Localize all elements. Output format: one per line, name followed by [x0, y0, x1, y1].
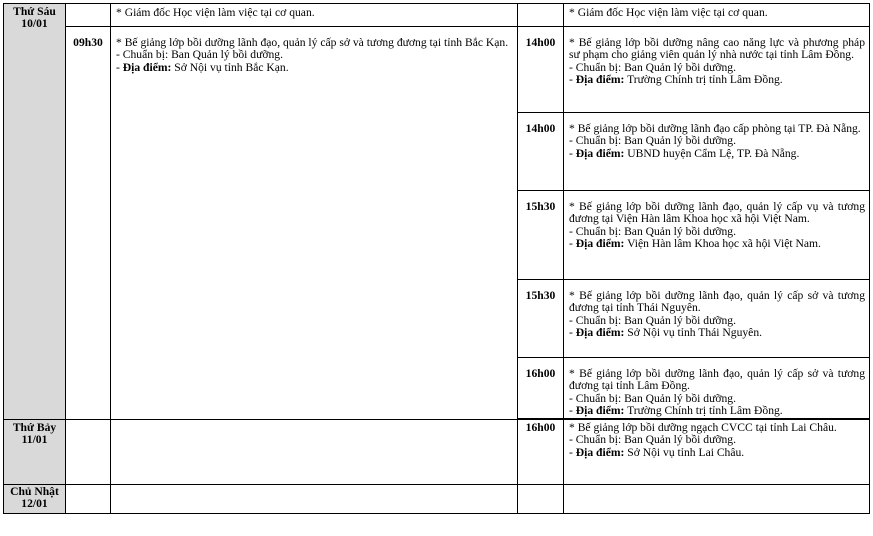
- day-cell-saturday: [4, 420, 66, 485]
- event-block: [569, 113, 865, 160]
- day-name: Chủ Nhật: [10, 485, 59, 498]
- time-cell-empty: [518, 485, 564, 514]
- location-label: Địa điểm:: [575, 326, 625, 340]
- event-cell: [111, 4, 518, 27]
- event-title: * Bế giảng lớp bồi dưỡng ngạch CVCC tại tỉnh Lai Châu.: [569, 421, 837, 434]
- event-prep: - Chuẩn bị: Ban Quản lý bồi dưỡng.: [569, 391, 736, 405]
- event-block: [116, 27, 513, 74]
- time-cell: [518, 420, 564, 485]
- location-label: Địa điểm:: [575, 237, 625, 251]
- event-block: [569, 280, 865, 340]
- time-cell: [518, 113, 564, 191]
- schedule-table: [3, 3, 870, 514]
- time-cell: [518, 191, 564, 280]
- event-cell: [564, 113, 870, 191]
- location-label: Địa điểm:: [575, 445, 625, 459]
- time-cell: [518, 358, 564, 419]
- location-value: Sở Nội vụ tỉnh Bắc Kạn.: [171, 60, 289, 74]
- friday-general-row: [4, 4, 870, 27]
- event-time: 16h00: [525, 367, 556, 380]
- event-location: - Địa điểm: Viện Hàn lâm Khoa học xã hội Việt Nam.: [569, 237, 821, 251]
- event-cell: [564, 191, 870, 280]
- day-date: 10/01: [21, 17, 48, 31]
- day-cell-sunday: [4, 485, 66, 514]
- event-title: * Bế giảng lớp bồi dưỡng lãnh đạo, quản lý cấp sở và tương đương tại tỉnh Bắc Kạn.: [116, 36, 509, 49]
- day-date: 11/01: [21, 433, 48, 447]
- event-block: [569, 358, 865, 418]
- location-value: UBND huyện Cẩm Lệ, TP. Đà Nẵng.: [624, 146, 800, 160]
- event-location: - Địa điểm: Trường Chính trị tỉnh Lâm Đồng.: [569, 404, 783, 418]
- event-location: - Địa điểm: Trường Chính trị tỉnh Lâm Đồng.: [569, 73, 783, 87]
- event-location: - Địa điểm: UBND huyện Cẩm Lệ, TP. Đà Nẵng.: [569, 146, 800, 160]
- day-date: 12/01: [21, 497, 48, 511]
- event-block: [569, 420, 865, 459]
- event-time: 16h00: [525, 421, 556, 434]
- event-time: 14h00: [525, 122, 556, 135]
- day-cell-friday: [4, 4, 66, 420]
- event-cell: [564, 358, 870, 419]
- event-block: [569, 27, 865, 87]
- general-note: * Giám đốc Học viện làm việc tại cơ quan.: [569, 6, 768, 19]
- event-block: [569, 191, 865, 251]
- time-cell: [518, 280, 564, 358]
- event-cell: [564, 4, 870, 27]
- time-cell: [518, 27, 564, 113]
- location-value: Viện Hàn lâm Khoa học xã hội Việt Nam.: [624, 237, 821, 251]
- event-title: * Bế giảng lớp bồi dưỡng lãnh đạo cấp phòng tại TP. Đà Nẵng.: [569, 122, 861, 135]
- time-cell: [66, 27, 111, 420]
- time-cell-empty: [66, 420, 111, 485]
- time-cell-empty: [66, 485, 111, 514]
- event-time: 14h00: [525, 36, 556, 49]
- sunday-row: [4, 485, 870, 514]
- event-location: - Địa điểm: Sở Nội vụ tỉnh Bắc Kạn.: [116, 60, 289, 74]
- event-cell: [564, 420, 870, 485]
- day-name: Thứ Bảy: [12, 421, 57, 434]
- event-cell-empty: [111, 485, 518, 514]
- location-label: Địa điểm:: [575, 73, 625, 87]
- event-cell: [111, 27, 518, 420]
- time-cell-empty: [518, 4, 564, 27]
- location-label: Địa điểm:: [122, 60, 172, 74]
- location-label: Địa điểm:: [575, 146, 625, 160]
- location-value: Sở Nội vụ tỉnh Lai Châu.: [624, 445, 745, 459]
- event-prep: - Chuẩn bị: Ban Quản lý bồi dưỡng.: [116, 48, 283, 62]
- event-cell: [564, 27, 870, 113]
- event-title: * Bế giảng lớp bồi dưỡng lãnh đạo, quản lý cấp vụ và tương đương tại Viện Hàn lâm Khoa học xã hội Việt Nam.: [569, 200, 865, 226]
- event-time: 15h30: [525, 200, 556, 213]
- event-time: 09h30: [73, 36, 103, 49]
- event-prep: - Chuẩn bị: Ban Quản lý bồi dưỡng.: [569, 134, 736, 148]
- location-value: Trường Chính trị tỉnh Lâm Đồng.: [624, 73, 783, 87]
- event-location: - Địa điểm: Sở Nội vụ tỉnh Thái Nguyên.: [569, 326, 763, 340]
- event-prep: - Chuẩn bị: Ban Quản lý bồi dưỡng.: [569, 313, 736, 327]
- event-prep: - Chuẩn bị: Ban Quản lý bồi dưỡng.: [569, 433, 736, 447]
- saturday-row: [4, 420, 870, 485]
- event-prep: - Chuẩn bị: Ban Quản lý bồi dưỡng.: [569, 224, 736, 238]
- event-cell: [564, 280, 870, 358]
- friday-event-row: [4, 27, 870, 113]
- general-note: * Giám đốc Học viện làm việc tại cơ quan.: [116, 6, 315, 19]
- location-value: Sở Nội vụ tỉnh Thái Nguyên.: [624, 326, 763, 340]
- event-title: * Bế giảng lớp bồi dưỡng nâng cao năng lực và phương pháp sư phạm cho giảng viên quản lý nhà nước tại tỉnh Lâm Đồng.: [569, 36, 865, 62]
- event-location: - Địa điểm: Sở Nội vụ tỉnh Lai Châu.: [569, 445, 745, 459]
- day-name: Thứ Sáu: [13, 5, 56, 18]
- event-prep: - Chuẩn bị: Ban Quản lý bồi dưỡng.: [569, 60, 736, 74]
- time-cell-empty: [66, 4, 111, 27]
- event-cell-empty: [111, 420, 518, 485]
- event-title: * Bế giảng lớp bồi dưỡng lãnh đạo, quản lý cấp sở và tương đương tại tỉnh Lâm Đồng.: [569, 367, 865, 393]
- event-time: 15h30: [525, 289, 556, 302]
- event-cell-empty: [564, 485, 870, 514]
- event-title: * Bế giảng lớp bồi dưỡng lãnh đạo, quản lý cấp sở và tương đương tại tỉnh Thái Nguyên.: [569, 289, 865, 315]
- location-label: Địa điểm:: [575, 404, 625, 418]
- location-value: Trường Chính trị tỉnh Lâm Đồng.: [624, 404, 783, 418]
